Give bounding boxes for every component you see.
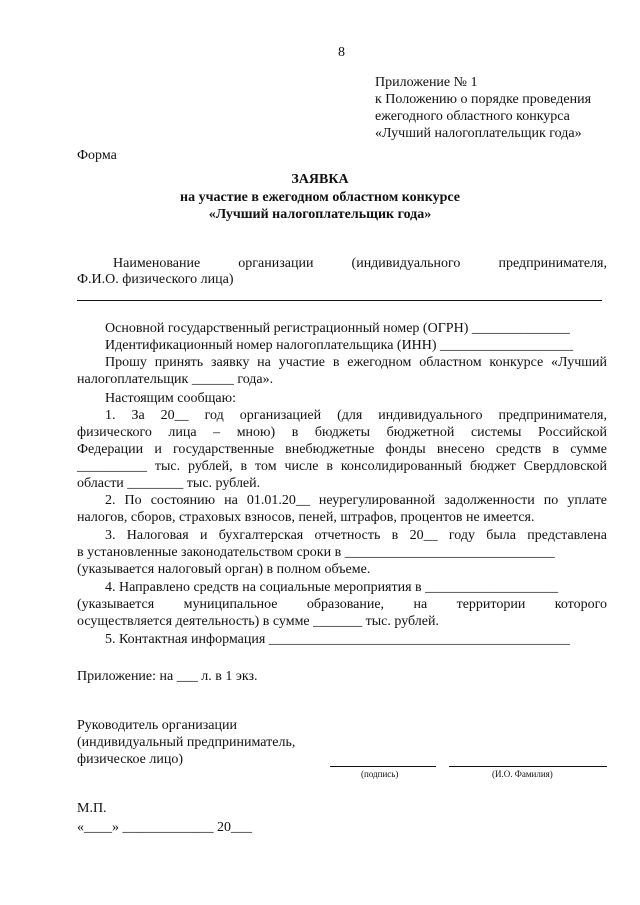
name-line[interactable] — [449, 766, 607, 767]
item3-line-3: (указывается налоговый орган) в полном объеме. — [77, 562, 371, 577]
appendix-line-3: ежегодного областного конкурса — [375, 109, 570, 124]
item4-line-3: осуществляется деятельность) в сумме _______ тыс. рублей. — [77, 614, 439, 629]
appendix-line-2: к Положению о порядке проведения — [375, 92, 592, 107]
item3-line-1: 3. Налоговая и бухгалтерская отчетность в 20__ году была представлена — [105, 528, 607, 543]
attachment-line: Приложение: на ___ л. в 1 экз. — [77, 669, 258, 684]
date-line: «____» _____________ 20___ — [77, 820, 252, 835]
appendix-line-4: «Лучший налогоплательщик года» — [375, 126, 582, 141]
appendix-line-1: Приложение № 1 — [375, 75, 478, 90]
report-intro: Настоящим сообщаю: — [105, 391, 236, 406]
item4-line-1: 4. Направлено средств на социальные мероприятия в ___________________ — [105, 580, 559, 595]
document-subtitle-1: на участие в ежегодном областном конкурсе — [180, 190, 460, 205]
page-number: 8 — [338, 45, 345, 60]
org-name-fill-line[interactable] — [77, 300, 602, 301]
request-line-1: Прошу принять заявку на участие в ежегодном областном конкурсе «Лучший — [105, 355, 607, 370]
form-label: Форма — [77, 148, 117, 163]
inn-line: Идентификационный номер налогоплательщика (ИНН) ___________________ — [105, 338, 574, 353]
item5-contact: 5. Контактная информация ___________________________________________ — [105, 632, 570, 647]
item4-line-2: (указывается муниципальное образование, на территории которого — [77, 597, 607, 612]
item2-line-2: налогов, сборов, страховых взносов, пеней, штрафов, процентов не имеется. — [77, 510, 535, 525]
item2-line-1: 2. По состоянию на 01.01.20__ неурегулированной задолженности по уплате — [105, 493, 607, 508]
item1-line-4: __________ тыс. рублей, в том числе в консолидированный бюджет Свердловской — [77, 459, 607, 474]
signatory-line-2: (индивидуальный предприниматель, — [77, 735, 296, 750]
document-subtitle-2: «Лучший налогоплательщик года» — [208, 207, 432, 222]
item1-line-2: физического лица – мною) в бюджеты бюджетной системы Российской — [77, 425, 607, 440]
ogrn-line: Основной государственный регистрационный номер (ОГРН) ______________ — [105, 321, 570, 336]
signature-line[interactable] — [330, 766, 436, 767]
document-title: ЗАЯВКА — [291, 172, 349, 187]
name-caption: (И.О. Фамилия) — [492, 769, 553, 779]
item1-line-3: Федерации и государственные внебюджетные фонды внесено средств в сумме — [77, 442, 607, 457]
item1-line-5: области ________ тыс. рублей. — [77, 476, 261, 491]
item3-line-2: в установленные законодательством сроки в ______________________________ — [77, 545, 555, 560]
signatory-line-3: физическое лицо) — [77, 752, 184, 767]
request-line-2: налогоплательщик ______ года». — [77, 372, 274, 387]
signature-caption: (подпись) — [361, 769, 399, 779]
item1-line-1: 1. За 20__ год организацией (для индивидуального предпринимателя, — [105, 408, 607, 423]
signatory-line-1: Руководитель организации — [77, 718, 237, 733]
stamp-label: М.П. — [77, 801, 107, 816]
org-name-line-2: Ф.И.О. физического лица) — [77, 272, 234, 287]
org-name-line-1: Наименование организации (индивидуального предпринимателя, — [113, 256, 607, 271]
